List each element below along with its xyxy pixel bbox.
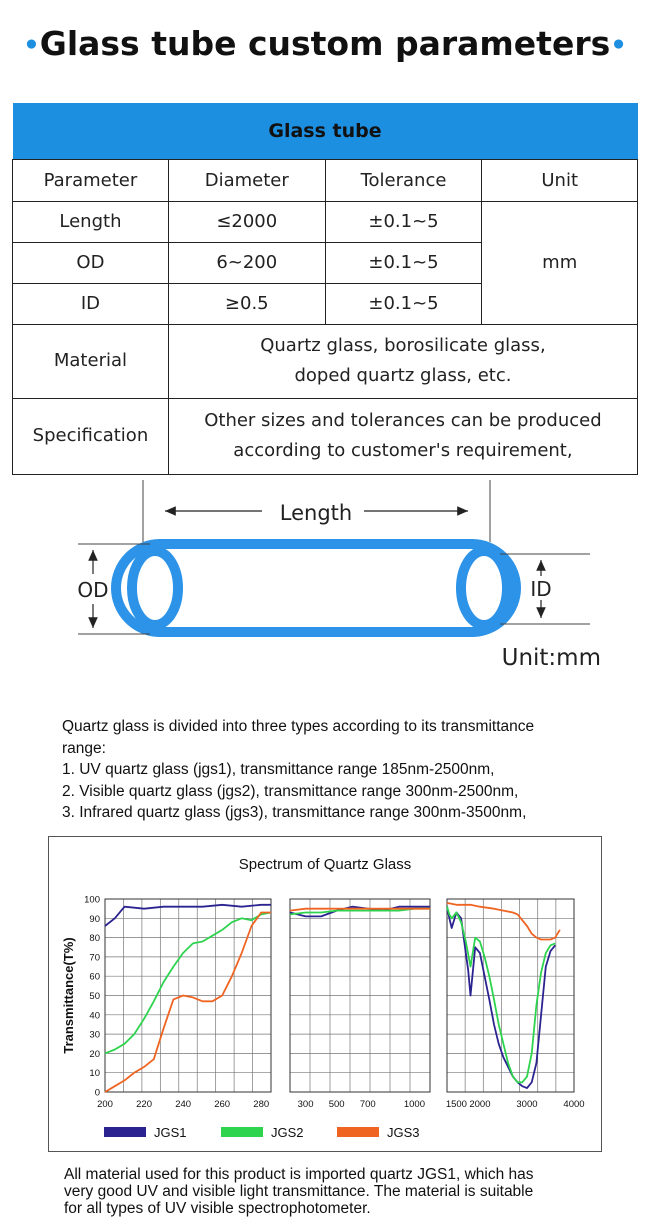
material-note-line-2: very good UV and visible light transmittance. The material is suitable <box>64 1183 534 1200</box>
y-axis-label: Transmittance(T%) <box>61 937 76 1054</box>
legend-label-jgs1: JGS1 <box>154 1125 187 1140</box>
column-header-diameter: Diameter <box>168 159 325 201</box>
legend-label-jgs3: JGS3 <box>387 1125 420 1140</box>
column-header-unit: Unit <box>482 159 638 201</box>
unit-label: Unit:mm <box>501 645 601 671</box>
row-od-parameter: OD <box>13 242 169 283</box>
y-tick-label: 50 <box>89 991 100 1002</box>
specification-label: Specification <box>13 398 169 474</box>
column-header-tolerance: Tolerance <box>325 159 482 201</box>
row-length-parameter: Length <box>13 201 169 242</box>
unit-cell: mm <box>482 201 638 324</box>
quartz-types-description <box>62 716 622 824</box>
x-tick-label: 2000 <box>469 1099 491 1110</box>
x-tick-label: 220 <box>136 1099 152 1110</box>
y-tick-label: 100 <box>84 894 100 906</box>
row-id-parameter: ID <box>13 283 169 324</box>
x-tick-label: 1500 <box>445 1099 467 1110</box>
specification-value <box>168 398 637 474</box>
tube-right-end <box>461 551 507 625</box>
specification-line-2: according to customer's requirement, <box>233 440 573 461</box>
row-id-tolerance: ±0.1~5 <box>325 283 482 324</box>
series-line-jgs2 <box>105 913 271 1054</box>
table-header: Glass tube <box>13 103 638 159</box>
y-tick-label: 80 <box>89 933 100 945</box>
tube-left-end <box>132 551 178 625</box>
id-label: ID <box>530 577 552 601</box>
parameters-table <box>12 103 638 475</box>
x-tick-label: 200 <box>97 1099 113 1110</box>
y-tick-label: 70 <box>89 952 100 964</box>
material-value <box>168 324 637 398</box>
table-header-row <box>13 103 638 159</box>
x-tick-label: 700 <box>359 1099 376 1110</box>
y-tick-label: 60 <box>89 971 100 983</box>
material-note-line-3: for all types of UV visible spectrophotometer. <box>64 1200 371 1217</box>
x-tick-label: 1000 <box>403 1099 426 1110</box>
legend-swatch-jgs3 <box>337 1127 379 1137</box>
x-tick-label: 4000 <box>563 1099 585 1110</box>
series-line-jgs3 <box>105 913 271 1093</box>
y-tick-label: 10 <box>89 1068 100 1080</box>
page-title <box>0 24 650 63</box>
legend-swatch-jgs2 <box>221 1127 263 1137</box>
x-tick-label: 280 <box>253 1099 270 1110</box>
title-bullet-left: • <box>23 30 40 61</box>
x-tick-label: 260 <box>214 1099 231 1110</box>
x-tick-label: 240 <box>175 1099 192 1110</box>
column-header-parameter: Parameter <box>13 159 169 201</box>
material-note <box>64 1166 624 1217</box>
series-line-jgs1 <box>105 905 271 926</box>
material-label: Material <box>13 324 169 398</box>
description-item-jgs1: 1. UV quartz glass (jgs1), transmittance range 185nm-2500nm, <box>62 761 495 778</box>
x-tick-label: 3000 <box>516 1099 538 1110</box>
row-od-diameter: 6~200 <box>168 242 325 283</box>
material-row <box>13 324 638 398</box>
tube-diagram <box>0 476 650 686</box>
table-row <box>13 201 638 242</box>
row-od-tolerance: ±0.1~5 <box>325 242 482 283</box>
material-note-line-1: All material used for this product is imported quartz JGS1, which has <box>64 1166 534 1183</box>
description-item-jgs3: 3. Infrared quartz glass (jgs3), transmittance range 300nm-3500nm, <box>62 804 527 821</box>
y-tick-label: 30 <box>89 1029 100 1041</box>
x-tick-label: 300 <box>297 1099 314 1110</box>
column-header-row <box>13 159 638 201</box>
legend-label-jgs2: JGS2 <box>271 1125 304 1140</box>
spectrum-chart-frame <box>48 836 602 1152</box>
row-id-diameter: ≥0.5 <box>168 283 325 324</box>
page-title-text: Glass tube custom parameters <box>39 24 611 63</box>
description-intro-line-2: range: <box>62 739 106 757</box>
material-line-2: doped quartz glass, etc. <box>294 365 512 386</box>
description-intro-line-1: Quartz glass is divided into three types according to its transmittance <box>62 718 535 735</box>
y-tick-label: 0 <box>94 1087 100 1099</box>
material-line-1: Quartz glass, borosilicate glass, <box>260 335 546 356</box>
specification-line-1: Other sizes and tolerances can be produced <box>204 410 602 431</box>
length-label: Length <box>279 501 353 525</box>
specification-row <box>13 398 638 474</box>
legend-swatch-jgs1 <box>104 1127 146 1137</box>
y-tick-label: 20 <box>89 1048 100 1060</box>
row-length-tolerance: ±0.1~5 <box>325 201 482 242</box>
chart-title: Spectrum of Quartz Glass <box>238 856 412 873</box>
od-label: OD <box>77 578 109 602</box>
y-tick-label: 40 <box>89 1010 100 1022</box>
description-item-jgs2: 2. Visible quartz glass (jgs2), transmittance range 300nm-2500nm, <box>62 782 519 800</box>
x-tick-label: 500 <box>328 1099 345 1110</box>
y-tick-label: 90 <box>89 913 100 925</box>
title-bullet-right: • <box>610 30 627 61</box>
row-length-diameter: ≤2000 <box>168 201 325 242</box>
spectrum-chart <box>49 837 601 1151</box>
